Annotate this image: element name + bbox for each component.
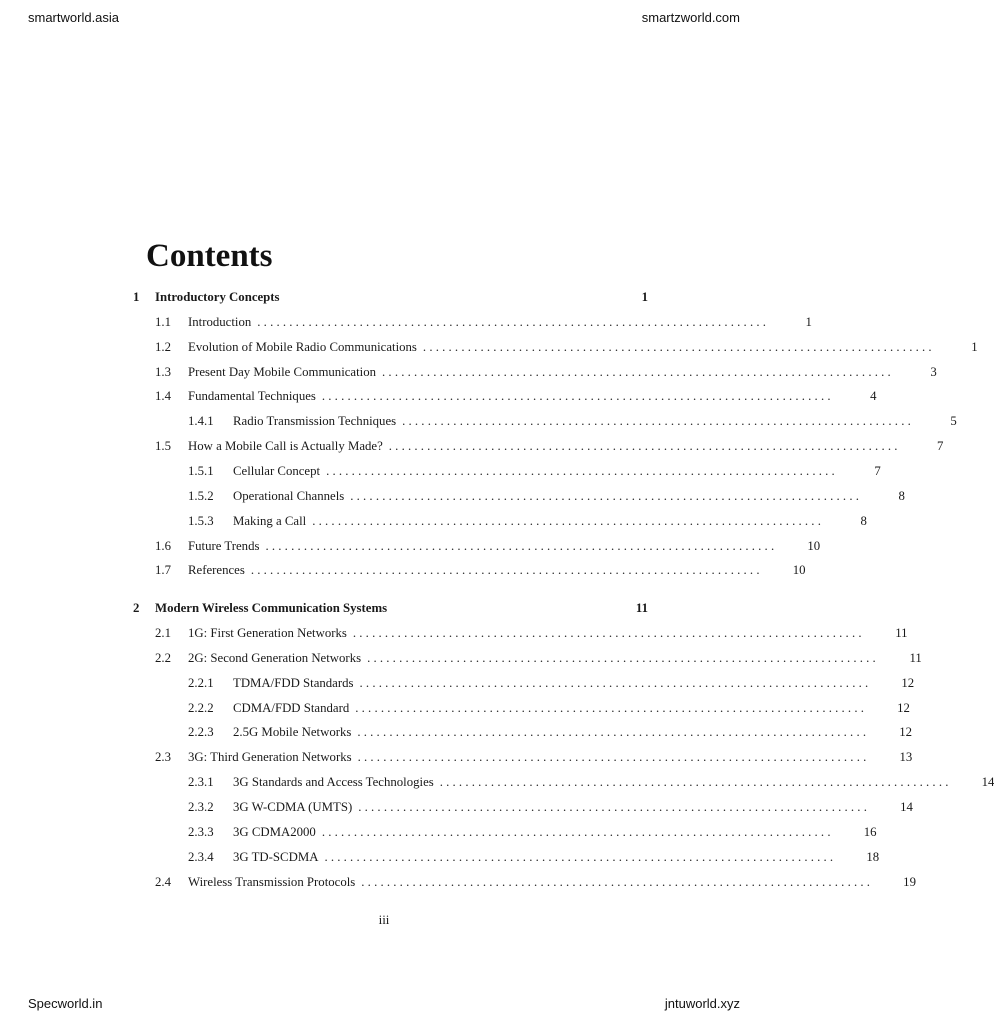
toc-dot-leader: . . . . . . . . . . . . . . . . . . . . . . . . . . . . . . . . . . . . . . . . . . . . . . . . . . . . . . . . . . . . . . . . . . . . . . . . . . . . . . . . — [321, 389, 831, 404]
toc-dot-leader: . . . . . . . . . . . . . . . . . . . . . . . . . . . . . . . . . . . . . . . . . . . . . . . . . . . . . . . . . . . . . . . . . . . . . . . . . . . . . . . . — [382, 364, 891, 379]
toc-entry-title: Introductory Concepts — [155, 290, 280, 304]
toc-subsection-entry[interactable] — [133, 463, 881, 482]
toc-page-number: 11 — [895, 626, 908, 641]
toc-subsection-entry[interactable] — [133, 700, 910, 719]
toc-entry-number: 2 — [133, 601, 140, 616]
toc-page-number: 4 — [870, 389, 877, 404]
toc-entry-number: 2.2.2 — [188, 700, 214, 715]
toc-entry-number: 2.1 — [155, 626, 171, 641]
toc-entry-title: Evolution of Mobile Radio Communications — [188, 339, 417, 354]
toc-dot-leader: . . . . . . . . . . . . . . . . . . . . . . . . . . . . . . . . . . . . . . . . . . . . . . . . . . . . . . . . . . . . . . . . . . . . . . . . . . . . . . . . — [355, 700, 864, 715]
toc-chapter-entry[interactable] — [133, 601, 648, 619]
toc-chapter-entry[interactable] — [133, 290, 648, 308]
toc-entry-title: 2.5G Mobile Networks — [233, 725, 352, 740]
toc-section-entry[interactable] — [133, 364, 937, 383]
toc-entry-title: Operational Channels — [233, 488, 345, 503]
toc-page-number: 12 — [897, 700, 910, 715]
toc-page-number: 14 — [981, 775, 994, 790]
toc-page-number: 11 — [909, 650, 922, 665]
toc-entry-title: Making a Call — [233, 513, 307, 528]
toc-entry-number: 1.6 — [155, 538, 171, 553]
toc-entry-number: 2.3.4 — [188, 849, 214, 864]
toc-page-number: 7 — [874, 463, 881, 478]
toc-dot-leader: . . . . . . . . . . . . . . . . . . . . . . . . . . . . . . . . . . . . . . . . . . . . . . . . . . . . . . . . . . . . . . . . . . . . . . . . . . . . . . . . — [422, 339, 932, 354]
toc-subsection-entry[interactable] — [133, 849, 880, 868]
toc-section-entry[interactable] — [133, 339, 978, 358]
toc-entry-number: 1.1 — [155, 314, 171, 329]
toc-entry-number: 2.2 — [155, 650, 171, 665]
toc-dot-leader: . . . . . . . . . . . . . . . . . . . . . . . . . . . . . . . . . . . . . . . . . . . . . . . . . . . . . . . . . . . . . . . . . . . . . . . . . . . . . . . . — [257, 314, 766, 329]
toc-entry-number: 1.4 — [155, 389, 171, 404]
toc-section-entry[interactable] — [133, 563, 806, 581]
toc-entry-title: Fundamental Techniques — [188, 389, 316, 404]
toc-dot-leader: . . . . . . . . . . . . . . . . . . . . . . . . . . . . . . . . . . . . . . . . . . . . . . . . . . . . . . . . . . . . . . . . . . . . . . . . . . . . . . . . — [321, 824, 831, 839]
toc-subsection-entry[interactable] — [133, 513, 867, 532]
toc-entry-number: 2.3 — [155, 750, 171, 765]
toc-entry-title: 3G CDMA2000 — [233, 824, 316, 839]
toc-entry-title: TDMA/FDD Standards — [233, 675, 354, 690]
toc-entry-number: 2.2.1 — [188, 675, 214, 690]
toc-page-number: 19 — [903, 874, 916, 889]
toc-entry-number: 1.2 — [155, 339, 171, 354]
toc-subsection-entry[interactable] — [133, 824, 877, 843]
toc-subsection-entry[interactable] — [133, 800, 913, 818]
toc-dot-leader: . . . . . . . . . . . . . . . . . . . . . . . . . . . . . . . . . . . . . . . . . . . . . . . . . . . . . . . . . . . . . . . . . . . . . . . . . . . . . . . . — [265, 538, 775, 553]
toc-entry-number: 1.5 — [155, 439, 171, 454]
watermark-top-right: smartzworld.com — [641, 10, 740, 25]
toc-dot-leader: . . . . . . . . . . . . . . . . . . . . . . . . . . . . . . . . . . . . . . . . . . . . . . . . . . . . . . . . . . . . . . . . . . . . . . . . . . . . . . . . — [367, 650, 876, 665]
toc-entry-title: Wireless Transmission Protocols — [188, 874, 356, 889]
toc-page-number: 5 — [950, 414, 957, 429]
toc-entry-number: 2.4 — [155, 874, 171, 889]
toc-entry-number: 1.3 — [155, 364, 171, 379]
toc-dot-leader: . . . . . . . . . . . . . . . . . . . . . . . . . . . . . . . . . . . . . . . . . . . . . . . . . . . . . . . . . . . . . . . . . . . . . . . . . . . . . . . . — [352, 626, 862, 641]
toc-dot-leader: . . . . . . . . . . . . . . . . . . . . . . . . . . . . . . . . . . . . . . . . . . . . . . . . . . . . . . . . . . . . . . . . . . . . . . . . . . . . . . . . — [312, 513, 821, 528]
toc-dot-leader: . . . . . . . . . . . . . . . . . . . . . . . . . . . . . . . . . . . . . . . . . . . . . . . . . . . . . . . . . . . . . . . . . . . . . . . . . . . . . . . . — [326, 463, 835, 478]
toc-dot-leader: . . . . . . . . . . . . . . . . . . . . . . . . . . . . . . . . . . . . . . . . . . . . . . . . . . . . . . . . . . . . . . . . . . . . . . . . . . . . . . . . — [357, 750, 867, 765]
toc-entry-title: 3G Standards and Access Technologies — [233, 775, 434, 790]
toc-section-entry[interactable] — [133, 439, 944, 457]
toc-entry-title: Radio Transmission Techniques — [233, 414, 397, 429]
toc-dot-leader: . . . . . . . . . . . . . . . . . . . . . . . . . . . . . . . . . . . . . . . . . . . . . . . . . . . . . . . . . . . . . . . . . . . . . . . . . . . . . . . . — [324, 849, 834, 864]
toc-entry-number: 2.2.3 — [188, 725, 214, 740]
toc-section-entry[interactable] — [133, 314, 812, 333]
toc-page-number: 13 — [899, 750, 913, 765]
toc-dot-leader: . . . . . . . . . . . . . . . . . . . . . . . . . . . . . . . . . . . . . . . . . . . . . . . . . . . . . . . . . . . . . . . . . . . . . . . . . . . . . . . . — [359, 675, 869, 690]
page-number: iii — [378, 912, 390, 927]
toc-entry-title: 1G: First Generation Networks — [188, 626, 347, 641]
toc-entry-title: References — [188, 563, 245, 578]
toc-page-number: 16 — [863, 824, 877, 839]
toc-page-number: 1 — [641, 290, 648, 304]
toc-entry-number: 2.3.2 — [188, 800, 214, 814]
toc-page-number: 8 — [860, 513, 867, 528]
watermark-bottom-left: Specworld.in — [28, 996, 103, 1011]
toc-dot-leader: . . . . . . . . . . . . . . . . . . . . . . . . . . . . . . . . . . . . . . . . . . . . . . . . . . . . . . . . . . . . . . . . . . . . . . . . . . . . . . . . — [358, 800, 867, 814]
toc-subsection-entry[interactable] — [133, 725, 913, 743]
toc-entry-title: Present Day Mobile Communication — [188, 364, 377, 379]
toc-dot-leader: . . . . . . . . . . . . . . . . . . . . . . . . . . . . . . . . . . . . . . . . . . . . . . . . . . . . . . . . . . . . . . . . . . . . . . . . . . . . . . . . — [350, 488, 859, 503]
toc-dot-leader: . . . . . . . . . . . . . . . . . . . . . . . . . . . . . . . . . . . . . . . . . . . . . . . . . . . . . . . . . . . . . . . . . . . . . . . . . . . . . . . . — [361, 874, 870, 889]
toc-section-entry[interactable] — [133, 750, 913, 768]
toc-dot-leader: . . . . . . . . . . . . . . . . . . . . . . . . . . . . . . . . . . . . . . . . . . . . . . . . . . . . . . . . . . . . . . . . . . . . . . . . . . . . . . . . — [402, 414, 911, 429]
toc-entry-title: Future Trends — [188, 538, 260, 553]
toc-section-entry[interactable] — [133, 389, 877, 407]
watermark-bottom-right: jntuworld.xyz — [664, 996, 740, 1011]
toc-page-number: 12 — [899, 725, 913, 740]
toc-dot-leader: . . . . . . . . . . . . . . . . . . . . . . . . . . . . . . . . . . . . . . . . . . . . . . . . . . . . . . . . . . . . . . . . . . . . . . . . . . . . . . . . — [439, 775, 949, 790]
toc-page-number: 10 — [792, 563, 806, 578]
toc-section-entry[interactable] — [133, 538, 821, 557]
toc-page-number: 11 — [635, 601, 648, 616]
toc-entry-title: 3G W-CDMA (UMTS) — [233, 800, 353, 814]
toc-page-number: 8 — [898, 488, 905, 503]
toc-entry-title: 3G TD-SCDMA — [233, 849, 319, 864]
page-title: Contents — [146, 238, 273, 274]
toc-entry-title: 2G: Second Generation Networks — [188, 650, 362, 665]
toc-dot-leader: . . . . . . . . . . . . . . . . . . . . . . . . . . . . . . . . . . . . . . . . . . . . . . . . . . . . . . . . . . . . . . . . . . . . . . . . . . . . . . . . — [250, 563, 760, 578]
toc-page-number: 7 — [937, 439, 944, 454]
toc-entry-number: 1.5.2 — [188, 488, 214, 503]
toc-dot-leader: . . . . . . . . . . . . . . . . . . . . . . . . . . . . . . . . . . . . . . . . . . . . . . . . . . . . . . . . . . . . . . . . . . . . . . . . . . . . . . . . — [357, 725, 867, 740]
toc-dot-leader: . . . . . . . . . . . . . . . . . . . . . . . . . . . . . . . . . . . . . . . . . . . . . . . . . . . . . . . . . . . . . . . . . . . . . . . . . . . . . . . . — [388, 439, 898, 454]
toc-entry-title: Modern Wireless Communication Systems — [155, 601, 388, 616]
toc-entry-title: How a Mobile Call is Actually Made? — [188, 439, 383, 454]
toc-page-number: 14 — [900, 800, 913, 814]
toc-section-entry[interactable] — [133, 626, 908, 644]
toc-entry-number: 1.4.1 — [188, 414, 214, 429]
toc-page-number: 1 — [971, 339, 978, 354]
toc-page-number: 10 — [807, 538, 821, 553]
toc-entry-title: Introduction — [188, 314, 252, 329]
toc-page-number: 18 — [866, 849, 880, 864]
toc-page-number: 3 — [930, 364, 937, 379]
toc-entry-title: Cellular Concept — [233, 463, 321, 478]
toc-entry-number: 1.7 — [155, 563, 171, 578]
toc-entry-number: 1.5.1 — [188, 463, 214, 478]
toc-subsection-entry[interactable] — [133, 414, 957, 432]
toc-subsection-entry[interactable] — [133, 675, 915, 694]
toc-entry-number: 1 — [133, 290, 140, 304]
toc-entry-title: CDMA/FDD Standard — [233, 700, 350, 715]
toc-entry-number: 1.5.3 — [188, 513, 214, 528]
toc-section-entry[interactable] — [133, 874, 916, 893]
toc-subsection-entry[interactable] — [133, 775, 994, 793]
toc-entry-title: 3G: Third Generation Networks — [188, 750, 352, 765]
toc-page-number: 1 — [805, 314, 812, 329]
toc-entry-number: 2.3.1 — [188, 775, 214, 790]
watermark-top-left: smartworld.asia — [28, 10, 120, 25]
toc-page-number: 12 — [901, 675, 915, 690]
toc-entry-number: 2.3.3 — [188, 824, 214, 839]
toc-subsection-entry[interactable] — [133, 488, 905, 507]
toc-section-entry[interactable] — [133, 650, 922, 669]
